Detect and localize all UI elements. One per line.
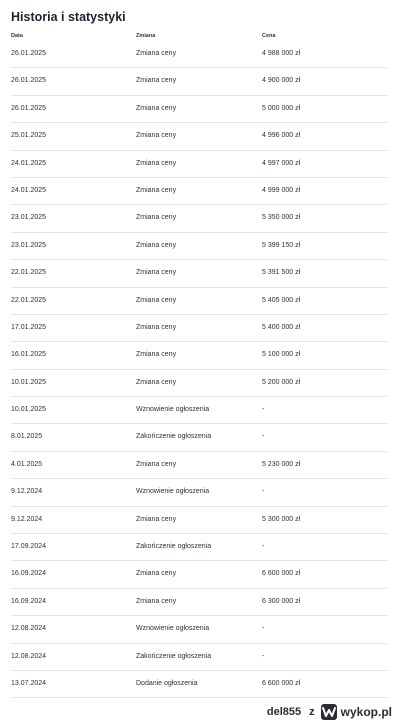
row-date: 26.01.2025 [11, 50, 47, 57]
row-price: - [262, 406, 265, 414]
table-row [0, 589, 400, 616]
row-price: 4 997 000 zł [262, 159, 301, 167]
row-change: Zmiana ceny [136, 241, 177, 249]
table-row [0, 41, 400, 68]
row-price: 5 200 000 zł [262, 378, 301, 386]
row-change: Zakończenie ogłoszenia [136, 652, 212, 660]
row-price: 5 400 000 zł [262, 323, 301, 331]
row-date: 9.12.2024 [11, 515, 43, 523]
row-date: 24.01.2025 [11, 159, 47, 167]
row-price: - [262, 543, 265, 551]
section-title: Historia i statystyki [11, 10, 126, 24]
watermark-footer [0, 700, 400, 723]
row-date: 12.08.2024 [11, 625, 47, 633]
row-price: - [262, 652, 265, 660]
row-date: 26.01.2025 [11, 104, 47, 112]
row-price: 6 600 000 zł [262, 679, 301, 687]
row-date: 8.01.2025 [11, 433, 43, 441]
row-date: 9.12.2024 [11, 488, 43, 496]
watermark-separator: z [309, 706, 315, 718]
table-row [0, 96, 400, 123]
row-change: Dodanie ogłoszenia [136, 679, 198, 687]
row-change: Zmiana ceny [136, 378, 177, 386]
table-row [0, 205, 400, 232]
table-row [0, 507, 400, 534]
row-date: 13.07.2024 [11, 679, 47, 687]
header-date: Data [11, 33, 23, 39]
table-row [0, 123, 400, 150]
row-price: 5 230 000 zł [262, 460, 301, 468]
row-change: Wznowienie ogłoszenia [136, 488, 210, 496]
row-date: 10.01.2025 [11, 406, 47, 414]
row-change: Zmiana ceny [136, 132, 177, 140]
row-price: 5 350 000 zł [262, 214, 301, 222]
row-date: 16.09.2024 [11, 570, 47, 578]
row-price: 5 300 000 zł [262, 515, 301, 523]
row-change: Zmiana ceny [136, 159, 177, 167]
table-row [0, 288, 400, 315]
row-change: Zmiana ceny [136, 104, 177, 112]
row-change: Zmiana ceny [136, 186, 177, 194]
row-date: 4.01.2025 [11, 460, 43, 468]
row-price: 5 391 500 zł [262, 269, 301, 277]
table-row [0, 233, 400, 260]
row-date: 22.01.2025 [11, 269, 47, 277]
row-date: 10.01.2025 [11, 378, 47, 386]
row-price: 4 999 000 zł [262, 186, 301, 194]
header-price: Cena [262, 33, 276, 39]
row-price: - [262, 433, 265, 441]
row-change: Zmiana ceny [136, 50, 177, 57]
table-row [0, 616, 400, 643]
row-change: Wznowienie ogłoszenia [136, 625, 210, 633]
row-date: 16.01.2025 [11, 351, 47, 359]
row-price: 4 988 000 zł [262, 50, 301, 57]
table-row [0, 644, 400, 671]
table-row [0, 342, 400, 369]
row-change: Zmiana ceny [136, 460, 177, 468]
table-row [0, 479, 400, 506]
header-change: Zmiana [136, 33, 156, 39]
row-date: 17.01.2025 [11, 323, 47, 331]
table-row [0, 561, 400, 588]
table-row [0, 260, 400, 287]
row-price: 4 900 000 zł [262, 77, 301, 85]
table-row [0, 534, 400, 561]
row-change: Zmiana ceny [136, 323, 177, 331]
watermark-site: wykop.pl [340, 705, 392, 719]
row-date: 24.01.2025 [11, 186, 47, 194]
row-price: 6 600 000 zł [262, 570, 301, 578]
row-change: Zmiana ceny [136, 214, 177, 222]
table-row [0, 68, 400, 95]
row-date: 25.01.2025 [11, 132, 47, 140]
row-date: 22.01.2025 [11, 296, 47, 304]
row-date: 23.01.2025 [11, 241, 47, 249]
row-date: 23.01.2025 [11, 214, 47, 222]
table-row [0, 151, 400, 178]
row-price: 5 100 000 zł [262, 351, 301, 359]
history-table-body [0, 41, 400, 698]
table-row [0, 178, 400, 205]
row-date: 26.01.2025 [11, 77, 47, 85]
wykop-watermark [267, 704, 392, 720]
row-change: Wznowienie ogłoszenia [136, 406, 210, 414]
row-price: 4 996 000 zł [262, 132, 301, 140]
row-change: Zmiana ceny [136, 77, 177, 85]
table-row [0, 370, 400, 397]
table-row [0, 671, 400, 698]
row-change: Zmiana ceny [136, 515, 177, 523]
table-row [0, 397, 400, 424]
row-price: 5 399 150 zł [262, 241, 301, 249]
row-change: Zmiana ceny [136, 351, 177, 359]
watermark-username: del855 [266, 706, 302, 718]
wykop-logo-icon [321, 704, 337, 720]
row-date: 17.09.2024 [11, 543, 47, 551]
row-date: 16.09.2024 [11, 597, 47, 605]
table-row [0, 315, 400, 342]
row-change: Zakończenie ogłoszenia [136, 433, 212, 441]
row-change: Zmiana ceny [136, 296, 177, 304]
row-date: 12.08.2024 [11, 652, 47, 660]
table-row [0, 452, 400, 479]
row-price: 5 000 000 zł [262, 104, 301, 112]
row-change: Zmiana ceny [136, 269, 177, 277]
table-row [0, 424, 400, 451]
row-price: 5 405 000 zł [262, 296, 301, 304]
row-price: 6 300 000 zł [262, 597, 301, 605]
row-price: - [262, 488, 265, 496]
row-price: - [262, 625, 265, 633]
row-change: Zmiana ceny [136, 597, 177, 605]
row-change: Zakończenie ogłoszenia [136, 543, 212, 551]
row-change: Zmiana ceny [136, 570, 177, 578]
